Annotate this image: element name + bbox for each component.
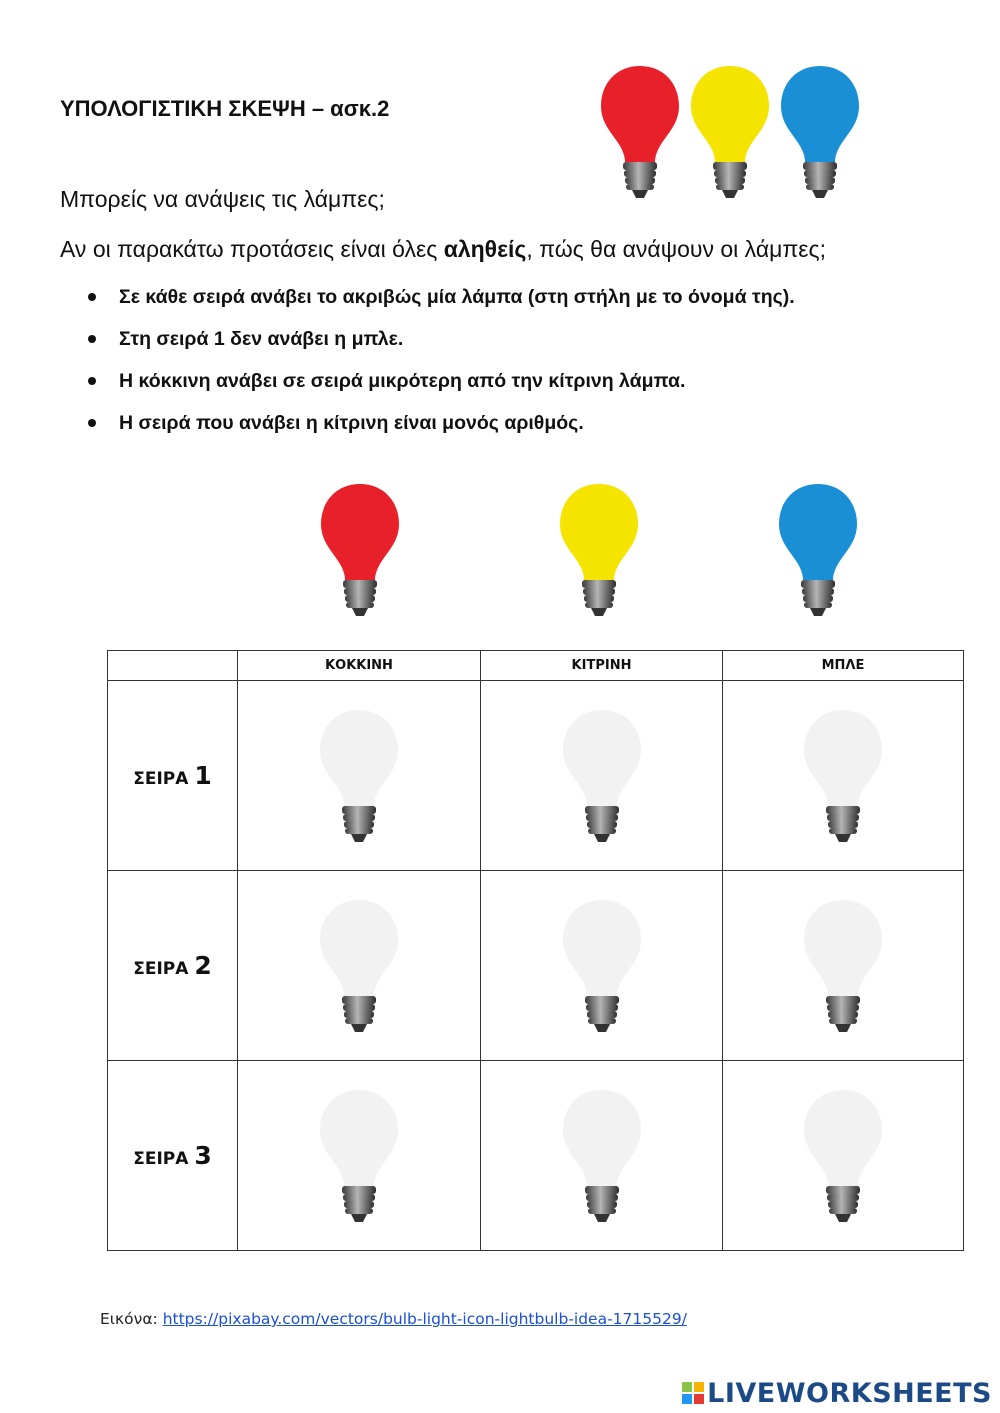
answer-grid [107,650,964,1251]
page-title: ΥΠΟΛΟΓΙΣΤΙΚΗ ΣΚΕΨΗ – ασκ.2 [60,96,390,121]
brand-logo: LIVEWORKSHEETS [682,1378,992,1409]
row-label: ΣΕΙΡΑ 1 [108,681,238,871]
off-bulb-icon[interactable] [560,706,644,846]
bullet-icon [88,335,96,343]
bulb-cell[interactable] [481,1061,723,1251]
rule-item: Στη σειρά 1 δεν ανάβει η μπλε. [88,326,795,368]
bullet-icon [88,419,96,427]
liveworksheets-logo-icon [682,1382,704,1404]
bullet-icon [88,293,96,301]
off-bulb-icon[interactable] [801,706,885,846]
yellow-bulb-icon [688,62,772,202]
bulb-cell[interactable] [481,871,723,1061]
question-bold: αληθείς [443,236,527,262]
column-header-red: ΚΟΚΚΙΝΗ [238,651,481,681]
bulb-cell[interactable] [723,681,964,871]
rules-list [88,284,795,452]
bullet-icon [88,377,96,385]
red-bulb-icon [318,480,402,620]
off-bulb-icon[interactable] [317,1086,401,1226]
column-header-yellow: ΚΙΤΡΙΝΗ [481,651,723,681]
blue-bulb-icon [778,62,862,202]
off-bulb-icon[interactable] [801,1086,885,1226]
off-bulb-icon[interactable] [560,896,644,1036]
red-bulb-icon [598,62,682,202]
bulb-cell[interactable] [723,871,964,1061]
column-header-blue: ΜΠΛΕ [723,651,964,681]
intro-text: Μπορείς να ανάψεις τις λάμπες; [60,186,385,212]
bulb-cell[interactable] [723,1061,964,1251]
off-bulb-icon[interactable] [317,706,401,846]
credit-link[interactable]: https://pixabay.com/vectors/bulb-light-icon-lightbulb-idea-1715529/ [162,1310,687,1328]
bulb-cell[interactable] [238,1061,481,1251]
off-bulb-icon[interactable] [801,896,885,1036]
rule-item: Η σειρά που ανάβει η κίτρινη είναι μονός αριθμός. [88,410,795,452]
yellow-bulb-icon [557,480,641,620]
row-label: ΣΕΙΡΑ 3 [108,1061,238,1251]
row-label: ΣΕΙΡΑ 2 [108,871,238,1061]
off-bulb-icon[interactable] [317,896,401,1036]
bulb-cell[interactable] [238,681,481,871]
image-credit: Εικόνα: https://pixabay.com/vectors/bulb-light-icon-lightbulb-idea-1715529/ [100,1310,687,1328]
corner-cell [108,651,238,681]
blue-bulb-icon [776,480,860,620]
question-text: Αν οι παρακάτω προτάσεις είναι όλες αληθείς, πώς θα ανάψουν οι λάμπες; [60,236,826,262]
rule-item: Η κόκκινη ανάβει σε σειρά μικρότερη από την κίτρινη λάμπα. [88,368,795,410]
rule-item: Σε κάθε σειρά ανάβει το ακριβώς μία λάμπα (στη στήλη με το όνομά της). [88,284,795,326]
bulb-cell[interactable] [481,681,723,871]
bulb-cell[interactable] [238,871,481,1061]
off-bulb-icon[interactable] [560,1086,644,1226]
